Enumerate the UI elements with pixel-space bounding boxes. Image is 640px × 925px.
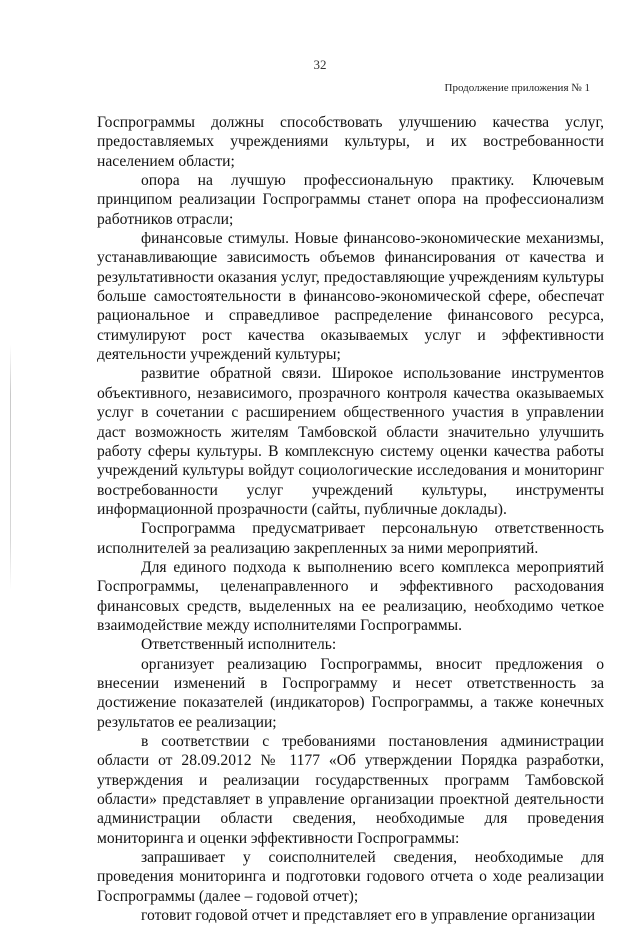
paragraph: опора на лучшую профессиональную практику. Ключевым принципом реализации Госпрограммы станет опора на профессионализм работников отрасли; xyxy=(97,172,604,228)
paragraph: в соответствии с требованиями постановления администрации области от 28.09.2012 № 1177 «Об утверждении Порядка разработки, утверждения и реализации государственных программ Тамбовской области» представляет в управление организации проектной деятельности администрации области сведения, необходимые для проведения мониторинга и оценки эффективности Госпрограммы: xyxy=(97,733,604,847)
paragraph: организует реализацию Госпрограммы, вносит предложения о внесении изменений в Госпрограмму и несет ответственность за достижение показателей (индикаторов) Госпрограммы, а также конечных результатов ее реализации; xyxy=(97,655,604,731)
scan-margin-mark xyxy=(10,345,11,590)
paragraph: Ответственный исполнитель: xyxy=(141,636,337,654)
paragraph: Госпрограммы должны способствовать улучшению качества услуг, предоставляемых учреждениями культуры, и их востребованности населением области; xyxy=(97,114,604,170)
paragraph: Для единого подхода к выполнению всего комплекса мероприятий Госпрограммы, целенаправленного и эффективного расходования финансовых средств, выделенных на ее реализацию, необходимо четкое взаимодействие между исполнителями Госпрограммы. xyxy=(97,558,604,634)
document-body xyxy=(97,113,604,925)
paragraph: готовит годовой отчет и представляет его в управление организации xyxy=(141,907,596,925)
appendix-continuation-note: Продолжение приложения № 1 xyxy=(444,82,590,94)
paragraph: развитие обратной связи. Широкое использование инструментов объективного, независимого, прозрачного контроля качества оказываемых услуг в сочетании с расширением общественного участия в управлении даст возможность жителям Тамбовской области значительно улучшить работу сферы культуры. В комплексную систему оценки качества работы учреждений культуры войдут социологические исследования и мониторинг востребованности услуг учреждений культуры, инструменты информационной прозрачности (сайты, публичные доклады). xyxy=(97,365,604,518)
page-number: 32 xyxy=(313,57,327,72)
paragraph: финансовые стимулы. Новые финансово-экономические механизмы, устанавливающие зависимость объемов финансирования от качества и результативности оказания услуг, предоставляющие учреждениям культуры больше самостоятельности в финансово-экономической сфере, обеспечат рациональное и справедливое распределение финансового ресурса, стимулируют рост качества оказываемых услуг и эффективности деятельности учреждений культуры; xyxy=(97,230,604,364)
paragraph: запрашивает у соисполнителей сведения, необходимые для проведения мониторинга и подготовки годового отчета о ходе реализации Госпрограммы (далее – годовой отчет); xyxy=(97,849,604,905)
paragraph: Госпрограмма предусматривает персональную ответственность исполнителей за реализацию закрепленных за ними мероприятий. xyxy=(97,520,604,557)
